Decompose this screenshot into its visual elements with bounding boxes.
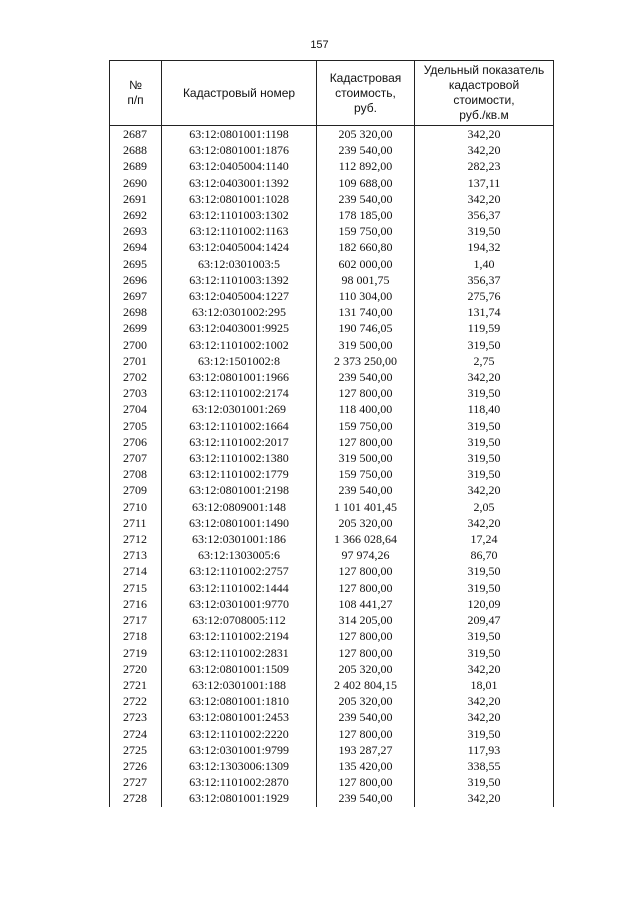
cadastral-number: 63:12:1501002:8 — [162, 353, 317, 369]
table-row — [110, 628, 554, 644]
row-number: 2723 — [110, 709, 162, 725]
specific-value: 137,11 — [415, 175, 554, 191]
cadastral-number: 63:12:1101002:1779 — [162, 466, 317, 482]
specific-value: 119,59 — [415, 320, 554, 336]
cadastral-number: 63:12:1101003:1302 — [162, 207, 317, 223]
cadastral-number: 63:12:1101002:2831 — [162, 645, 317, 661]
table-row — [110, 596, 554, 612]
header-specific-line: кадастровой — [448, 78, 520, 92]
cadastral-number: 63:12:0801001:1810 — [162, 693, 317, 709]
table-row — [110, 353, 554, 369]
specific-value: 342,20 — [415, 142, 554, 158]
table-row — [110, 450, 554, 466]
table-row — [110, 661, 554, 677]
specific-value: 342,20 — [415, 191, 554, 207]
table-row — [110, 175, 554, 191]
cadastral-number: 63:12:1101002:2194 — [162, 628, 317, 644]
header-specific — [415, 61, 554, 126]
cadastral-cost: 135 420,00 — [317, 758, 415, 774]
cadastral-cost: 127 800,00 — [317, 726, 415, 742]
cadastral-cost: 112 892,00 — [317, 158, 415, 174]
cadastral-number: 63:12:1101002:2870 — [162, 774, 317, 790]
row-number: 2688 — [110, 142, 162, 158]
cadastral-number: 63:12:0801001:1490 — [162, 515, 317, 531]
specific-value: 319,50 — [415, 450, 554, 466]
cadastral-number: 63:12:0405004:1140 — [162, 158, 317, 174]
row-number: 2716 — [110, 596, 162, 612]
specific-value: 275,76 — [415, 288, 554, 304]
row-number: 2694 — [110, 239, 162, 255]
specific-value: 209,47 — [415, 612, 554, 628]
table-row — [110, 158, 554, 174]
row-number: 2722 — [110, 693, 162, 709]
specific-value: 319,50 — [415, 418, 554, 434]
header-num-line: № — [129, 78, 142, 92]
cadastral-cost: 239 540,00 — [317, 142, 415, 158]
cadastral-cost: 98 001,75 — [317, 272, 415, 288]
row-number: 2710 — [110, 499, 162, 515]
row-number: 2708 — [110, 466, 162, 482]
row-number: 2695 — [110, 256, 162, 272]
row-number: 2725 — [110, 742, 162, 758]
specific-value: 319,50 — [415, 628, 554, 644]
specific-value: 342,20 — [415, 790, 554, 806]
row-number: 2724 — [110, 726, 162, 742]
specific-value: 356,37 — [415, 272, 554, 288]
row-number: 2721 — [110, 677, 162, 693]
row-number: 2700 — [110, 337, 162, 353]
cadastral-cost: 97 974,26 — [317, 547, 415, 563]
cadastral-number: 63:12:0405004:1227 — [162, 288, 317, 304]
table-row — [110, 726, 554, 742]
cadastral-number: 63:12:0801001:1876 — [162, 142, 317, 158]
table-row — [110, 482, 554, 498]
header-cost-line: Кадастровая — [329, 70, 402, 85]
cadastral-number: 63:12:1101002:1444 — [162, 580, 317, 596]
row-number: 2705 — [110, 418, 162, 434]
row-number: 2720 — [110, 661, 162, 677]
cadastral-number: 63:12:0801001:2453 — [162, 709, 317, 725]
row-number: 2709 — [110, 482, 162, 498]
row-number: 2712 — [110, 531, 162, 547]
table-row — [110, 547, 554, 563]
cadastral-cost: 127 800,00 — [317, 385, 415, 401]
cadastral-number: 63:12:0801001:1028 — [162, 191, 317, 207]
specific-value: 86,70 — [415, 547, 554, 563]
row-number: 2693 — [110, 223, 162, 239]
specific-value: 282,23 — [415, 158, 554, 174]
row-number: 2707 — [110, 450, 162, 466]
cadastral-number: 63:12:1101002:2017 — [162, 434, 317, 450]
cadastral-cost: 127 800,00 — [317, 434, 415, 450]
cadastral-number: 63:12:0801001:1509 — [162, 661, 317, 677]
cadastral-cost: 110 304,00 — [317, 288, 415, 304]
cadastral-cost: 131 740,00 — [317, 304, 415, 320]
header-specific-line: стоимости, — [453, 93, 515, 107]
table-row — [110, 369, 554, 385]
specific-value: 319,50 — [415, 385, 554, 401]
row-number: 2698 — [110, 304, 162, 320]
table-row — [110, 272, 554, 288]
table-row — [110, 239, 554, 255]
table-row — [110, 774, 554, 790]
cadastral-number: 63:12:0301003:5 — [162, 256, 317, 272]
cadastral-number: 63:12:0403001:9925 — [162, 320, 317, 336]
cadastral-cost: 239 540,00 — [317, 482, 415, 498]
row-number: 2704 — [110, 401, 162, 417]
table-row — [110, 742, 554, 758]
table-row — [110, 434, 554, 450]
table-row — [110, 418, 554, 434]
row-number: 2692 — [110, 207, 162, 223]
specific-value: 319,50 — [415, 434, 554, 450]
row-number: 2727 — [110, 774, 162, 790]
cadastral-cost: 108 441,27 — [317, 596, 415, 612]
table-row — [110, 320, 554, 336]
row-number: 2699 — [110, 320, 162, 336]
cadastral-number: 63:12:0801001:2198 — [162, 482, 317, 498]
header-specific-line: руб./кв.м — [459, 108, 509, 122]
cadastral-number: 63:12:0801001:1198 — [162, 126, 317, 143]
cadastral-cost: 319 500,00 — [317, 337, 415, 353]
cadastral-cost: 239 540,00 — [317, 191, 415, 207]
row-number: 2726 — [110, 758, 162, 774]
cadastral-number: 63:12:1101002:1380 — [162, 450, 317, 466]
table-row — [110, 758, 554, 774]
cadastral-cost: 239 540,00 — [317, 369, 415, 385]
specific-value: 319,50 — [415, 580, 554, 596]
table-row — [110, 207, 554, 223]
row-number: 2719 — [110, 645, 162, 661]
specific-value: 319,50 — [415, 726, 554, 742]
row-number: 2691 — [110, 191, 162, 207]
cadastral-number: 63:12:1101002:2757 — [162, 563, 317, 579]
row-number: 2697 — [110, 288, 162, 304]
cadastral-number: 63:12:0801001:1929 — [162, 790, 317, 806]
specific-value: 342,20 — [415, 482, 554, 498]
row-number: 2715 — [110, 580, 162, 596]
table-row — [110, 288, 554, 304]
specific-value: 120,09 — [415, 596, 554, 612]
header-cost-line: руб. — [354, 100, 377, 115]
cadastral-cost: 205 320,00 — [317, 693, 415, 709]
table-row — [110, 401, 554, 417]
row-number: 2718 — [110, 628, 162, 644]
specific-value: 338,55 — [415, 758, 554, 774]
specific-value: 2,75 — [415, 353, 554, 369]
table-row — [110, 304, 554, 320]
table-row — [110, 256, 554, 272]
specific-value: 319,50 — [415, 466, 554, 482]
cadastral-cost: 2 373 250,00 — [317, 353, 415, 369]
cadastral-cost: 182 660,80 — [317, 239, 415, 255]
cadastral-number: 63:12:0708005:112 — [162, 612, 317, 628]
table-row — [110, 337, 554, 353]
cadastral-cost: 127 800,00 — [317, 645, 415, 661]
table-row — [110, 223, 554, 239]
header-num — [110, 61, 162, 126]
table-row — [110, 126, 554, 143]
specific-value: 342,20 — [415, 661, 554, 677]
row-number: 2714 — [110, 563, 162, 579]
cadastral-number: 63:12:0301001:269 — [162, 401, 317, 417]
cadastral-cost: 2 402 804,15 — [317, 677, 415, 693]
specific-value: 356,37 — [415, 207, 554, 223]
specific-value: 2,05 — [415, 499, 554, 515]
table-header — [110, 61, 554, 126]
row-number: 2706 — [110, 434, 162, 450]
specific-value: 1,40 — [415, 256, 554, 272]
cadastral-cost: 190 746,05 — [317, 320, 415, 336]
cadastral-number: 63:12:1101003:1392 — [162, 272, 317, 288]
cadastral-cost: 159 750,00 — [317, 223, 415, 239]
specific-value: 319,50 — [415, 774, 554, 790]
cadastral-number: 63:12:1101002:1002 — [162, 337, 317, 353]
cadastral-number: 63:12:0301002:295 — [162, 304, 317, 320]
specific-value: 117,93 — [415, 742, 554, 758]
cadastral-cost: 109 688,00 — [317, 175, 415, 191]
page-number: 157 — [310, 39, 329, 51]
cadastral-cost: 127 800,00 — [317, 580, 415, 596]
table-row — [110, 709, 554, 725]
row-number: 2687 — [110, 126, 162, 143]
table-row — [110, 612, 554, 628]
row-number: 2702 — [110, 369, 162, 385]
cadastral-cost: 159 750,00 — [317, 466, 415, 482]
cadastral-cost: 193 287,27 — [317, 742, 415, 758]
table-row — [110, 677, 554, 693]
cadastral-number: 63:12:1101002:2174 — [162, 385, 317, 401]
row-number: 2703 — [110, 385, 162, 401]
specific-value: 131,74 — [415, 304, 554, 320]
specific-value: 342,20 — [415, 693, 554, 709]
row-number: 2717 — [110, 612, 162, 628]
cadastral-cost: 118 400,00 — [317, 401, 415, 417]
specific-value: 342,20 — [415, 709, 554, 725]
cadastral-number: 63:12:1303005:6 — [162, 547, 317, 563]
row-number: 2701 — [110, 353, 162, 369]
cadastral-cost: 127 800,00 — [317, 563, 415, 579]
row-number: 2696 — [110, 272, 162, 288]
table-body — [110, 126, 554, 807]
specific-value: 118,40 — [415, 401, 554, 417]
cadastral-number: 63:12:1303006:1309 — [162, 758, 317, 774]
cadastral-cost: 159 750,00 — [317, 418, 415, 434]
row-number: 2689 — [110, 158, 162, 174]
cadastral-cost: 319 500,00 — [317, 450, 415, 466]
cadastral-number: 63:12:1101002:1664 — [162, 418, 317, 434]
cadastral-number: 63:12:0801001:1966 — [162, 369, 317, 385]
row-number: 2728 — [110, 790, 162, 806]
cadastral-cost: 205 320,00 — [317, 515, 415, 531]
header-cost — [317, 61, 415, 126]
table-row — [110, 531, 554, 547]
cadastral-cost: 205 320,00 — [317, 126, 415, 143]
specific-value: 194,32 — [415, 239, 554, 255]
cadastral-cost: 1 101 401,45 — [317, 499, 415, 515]
specific-value: 18,01 — [415, 677, 554, 693]
specific-value: 342,20 — [415, 369, 554, 385]
cadastral-cost: 127 800,00 — [317, 628, 415, 644]
cadastral-table — [109, 60, 554, 807]
header-cadastral-number: Кадастровый номер — [162, 61, 317, 126]
table-row — [110, 385, 554, 401]
row-number: 2690 — [110, 175, 162, 191]
cadastral-number: 63:12:0301001:186 — [162, 531, 317, 547]
specific-value: 342,20 — [415, 515, 554, 531]
table-row — [110, 645, 554, 661]
table-row — [110, 563, 554, 579]
table-row — [110, 499, 554, 515]
cadastral-cost: 127 800,00 — [317, 774, 415, 790]
table-row — [110, 142, 554, 158]
specific-value: 319,50 — [415, 563, 554, 579]
table-row — [110, 580, 554, 596]
specific-value: 342,20 — [415, 126, 554, 143]
cadastral-number: 63:12:0301001:9799 — [162, 742, 317, 758]
header-cost-line: стоимость, — [335, 85, 396, 100]
table-row — [110, 191, 554, 207]
cadastral-number: 63:12:1101002:2220 — [162, 726, 317, 742]
row-number: 2711 — [110, 515, 162, 531]
cadastral-cost: 314 205,00 — [317, 612, 415, 628]
specific-value: 319,50 — [415, 223, 554, 239]
cadastral-cost: 1 366 028,64 — [317, 531, 415, 547]
cadastral-number: 63:12:0301001:9770 — [162, 596, 317, 612]
table-row — [110, 515, 554, 531]
cadastral-number: 63:12:1101002:1163 — [162, 223, 317, 239]
cadastral-cost: 178 185,00 — [317, 207, 415, 223]
table-row — [110, 466, 554, 482]
cadastral-cost: 239 540,00 — [317, 709, 415, 725]
header-num-line: п/п — [127, 93, 144, 107]
cadastral-cost: 602 000,00 — [317, 256, 415, 272]
table-row — [110, 693, 554, 709]
cadastral-cost: 205 320,00 — [317, 661, 415, 677]
cadastral-number: 63:12:0301001:188 — [162, 677, 317, 693]
specific-value: 319,50 — [415, 645, 554, 661]
cadastral-cost: 239 540,00 — [317, 790, 415, 806]
specific-value: 17,24 — [415, 531, 554, 547]
row-number: 2713 — [110, 547, 162, 563]
specific-value: 319,50 — [415, 337, 554, 353]
cadastral-number: 63:12:0809001:148 — [162, 499, 317, 515]
cadastral-number: 63:12:0405004:1424 — [162, 239, 317, 255]
table-row — [110, 790, 554, 806]
cadastral-number: 63:12:0403001:1392 — [162, 175, 317, 191]
header-specific-line: Удельный показатель — [423, 63, 545, 77]
